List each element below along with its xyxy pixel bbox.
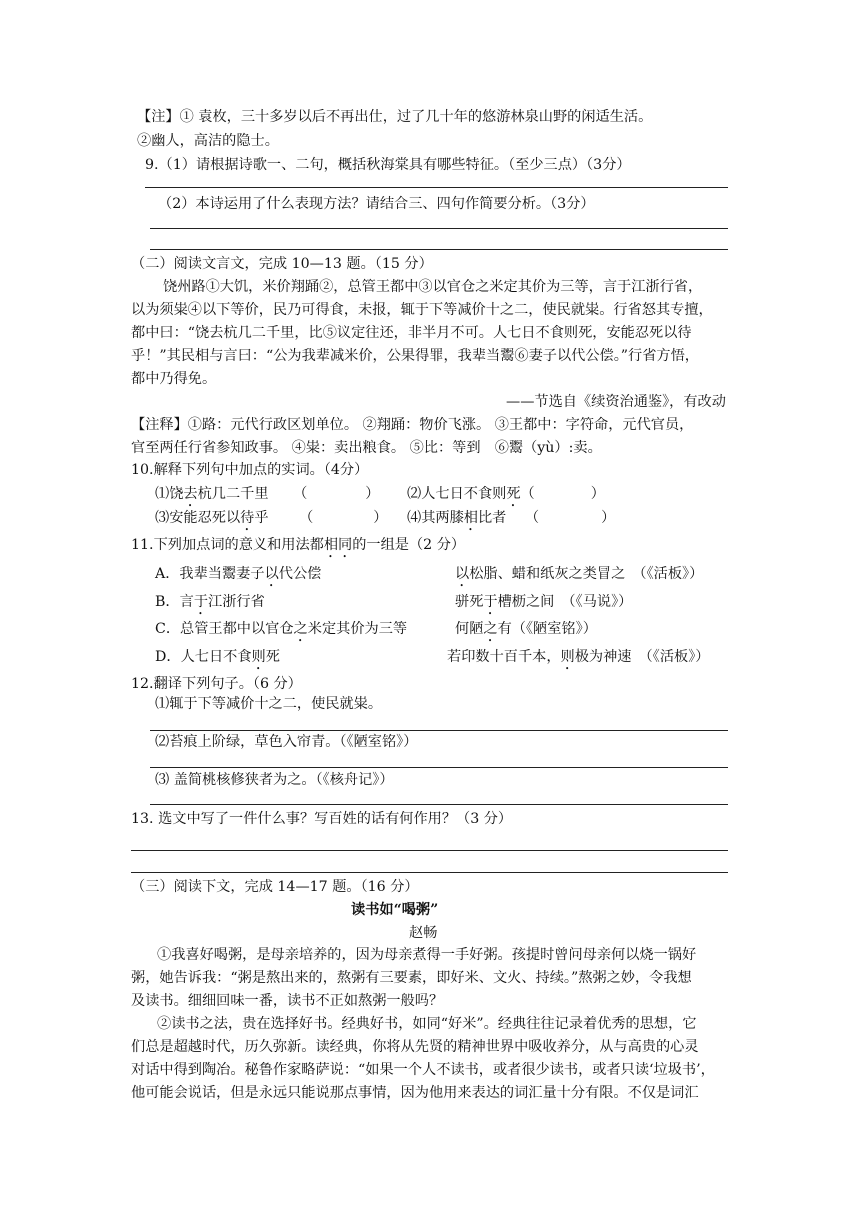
passage-line: 以为须粜④以下等价，民乃可得食，未报，辄于下等减价十之二，使民就粜。行省怒其专擅， [131, 302, 713, 318]
section2-header: （二）阅读文言文，完成 10—13 题。（15 分） [131, 256, 433, 272]
q10-stem: 10.解释下列句中加点的实词。（4分） [131, 462, 369, 478]
section3-header: （三）阅读下文，完成 14—17 题。（16 分） [131, 879, 419, 895]
paragraph-line: 对话中得到陶冶。秘鲁作家略萨说：“如果一个人不读书，或者很少读书，或者只读‘垃圾书’， [131, 1062, 715, 1078]
q11-option-c: C．总管王都中以官仓之米定其价为三等 [155, 621, 408, 637]
q11-option-d: D．人七日不食则死 [155, 649, 280, 665]
passage-line: 饶州路①大饥，米价翔踊②，总管王都中③以官仓之米定其价为三等，言于江浙行省， [163, 279, 703, 295]
q11-option-a: A．我辈当鬻妻子以代公偿 [155, 566, 322, 582]
q9-part2: （2）本诗运用了什么表现方法？请结合三、四句作简要分析。（3分） [158, 196, 595, 212]
answer-line [145, 187, 728, 188]
q11-option-b-compare: 骈死于槽枥之间 （《马说》） [455, 594, 633, 610]
article-title: 读书如“喝粥” [351, 902, 439, 918]
answer-line [131, 850, 728, 851]
q11-stem: 11.下列加点词的意义和用法都相同的一组是（2 分） [131, 537, 466, 553]
note-line-2: ②幽人，高洁的隐士。 [137, 133, 279, 149]
q12-sentence-1: ⑴辄于下等减价十之二，使民就粜。 [155, 696, 383, 712]
passage-line: 都中曰：“饶去杭几二千里，比⑤议定往还，非半月不可。人七日不食则死，安能忍死以待 [131, 325, 692, 341]
annotation-line-1: 【注释】①路：元代行政区划单位。 ②翔踊：物价飞涨。 ③王都中：字符命，元代官员， [131, 417, 694, 433]
paragraph-line: 他可能会说话，但是永远只能说那点事情，因为他用来表达的词汇量十分有限。不仅是词汇 [131, 1085, 699, 1101]
q10-item-4: ⑷其两膝相比者 （ ） [407, 510, 616, 526]
q11-option-d-compare: 若印数十百千本，则极为神速 （《活板》） [447, 649, 710, 665]
q12-stem: 12.翻译下列句子。（6 分） [131, 676, 302, 692]
q13-stem: 13. 选文中写了一件什么事？写百姓的话有何作用？（3 分） [131, 811, 513, 827]
annotation-line-2: 官至两任行省参知政事。 ④粜：卖出粮食。 ⑤比：等到 ⑥鬻（yù）:卖。 [131, 440, 602, 456]
paragraph-line: 及读书。细细回味一番，读书不正如熬粥一般吗？ [131, 993, 444, 1009]
answer-line [150, 228, 728, 229]
q12-sentence-3: ⑶ 盖简桃核修狭者为之。（《核舟记》） [155, 772, 394, 788]
article-author: 赵畅 [409, 925, 438, 941]
passage-line: 都中乃得免。 [131, 371, 217, 387]
q9-part1: 9.（1）请根据诗歌一、二句，概括秋海棠具有哪些特征。（至少三点）（3分） [145, 157, 631, 173]
passage-source: ——节选自《续资治通鉴》，有改动 [506, 394, 726, 410]
paragraph-line: ②读书之法，贵在选择好书。经典好书，如同“好米”。经典往往记录着优秀的思想，它 [157, 1016, 697, 1032]
passage-line: 乎！”其民相与言曰：“公为我辈减米价，公果得罪，我辈当鬻⑥妻子以代公偿。”行省方悟， [131, 348, 699, 364]
q11-option-c-compare: 何陋之有（《陋室铭》） [455, 621, 597, 637]
q12-sentence-2: ⑵苔痕上阶绿，草色入帘青。（《陋室铭》） [155, 734, 418, 750]
q10-item-2: ⑵人七日不食则死（ ） [407, 486, 605, 502]
q10-item-1: ⑴饶去杭几二千里 （ ） [155, 486, 380, 502]
paragraph-line: ①我喜好喝粥，是母亲培养的，因为母亲煮得一手好粥。孩提时曾问母亲何以烧一锅好 [157, 947, 697, 963]
q11-option-b: B．言于江浙行省 [155, 594, 265, 610]
paragraph-line: 粥，她告诉我：“粥是熬出来的，熬粥有三要素，即好米、文火、持续。”熬粥之妙，令我想 [131, 970, 692, 986]
paragraph-line: 们总是超越时代，历久弥新。读经典，你将从先贤的精神世界中吸收养分，从与高贵的心灵 [131, 1039, 699, 1055]
answer-line [150, 249, 728, 250]
q10-item-3: ⑶安能忍死以待乎 （ ） [155, 510, 388, 526]
q11-option-a-compare: 以松脂、蜡和纸灰之类冒之 （《活板》） [455, 566, 704, 582]
answer-line [150, 730, 728, 731]
answer-line [150, 767, 728, 768]
answer-line [131, 872, 728, 873]
note-line-1: 【注】① 袁枚，三十多岁以后不再出仕，过了几十年的悠游林泉山野的闲适生活。 [137, 109, 653, 125]
answer-line [150, 804, 728, 805]
